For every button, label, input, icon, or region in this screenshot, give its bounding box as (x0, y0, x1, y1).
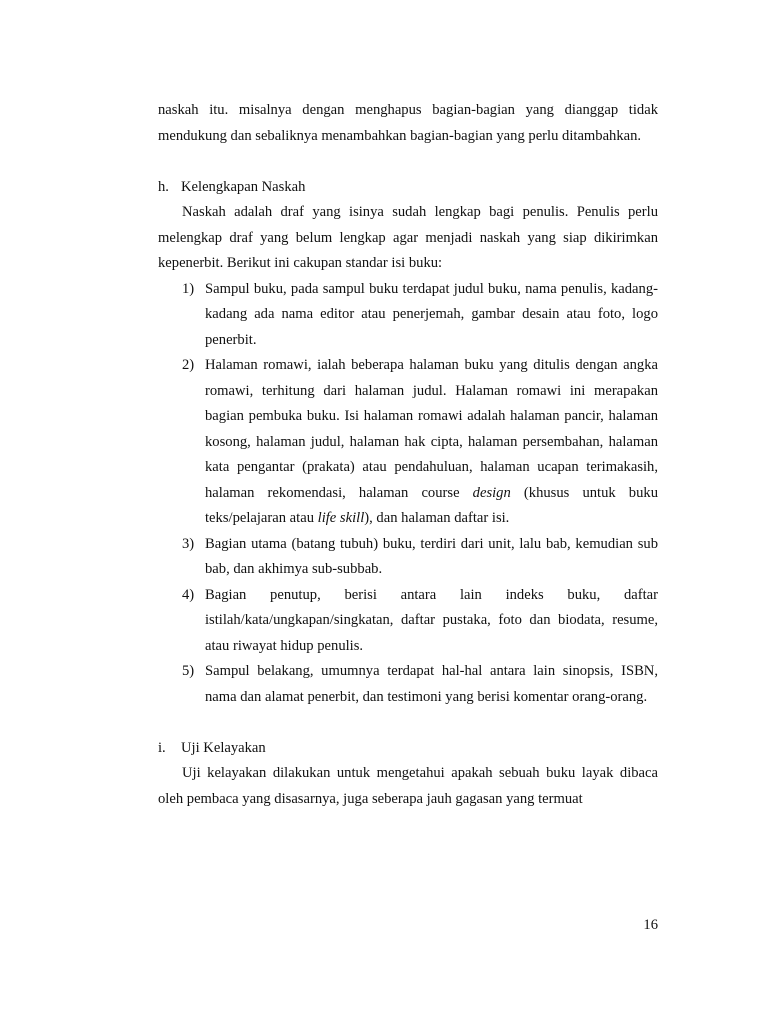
list-item-text: Bagian utama (batang tubuh) buku, terdiri dari unit, lalu bab, kemudian sub bab, dan akhimya sub-subbab. (205, 535, 658, 577)
section-h-title: Kelengkapan Naskah (181, 178, 306, 195)
italic-term: life skill (317, 510, 365, 526)
book-contents-list (158, 277, 658, 711)
list-item-text: Bagian penutup, berisi antara lain indeks buku, daftar istilah/kata/ungkapan/singkatan, daftar pustaka, foto dan biodata, resume, atau riwayat hidup penulis. (205, 586, 658, 654)
section-i-intro: Uji kelayakan dilakukan untuk mengetahui apakah sebuah buku layak dibaca oleh pembaca yang disasarnya, juga seberapa jauh gagasan yang termuat (158, 765, 658, 807)
list-item-text-part: ), dan halaman daftar isi. (364, 510, 510, 526)
list-item-number: 2) (182, 357, 195, 373)
list-item-text: Sampul buku, pada sampul buku terdapat judul buku, nama penulis, kadang-kadang ada nama editor atau penerjemah, gambar desain atau foto, logo penerbit. (205, 280, 658, 348)
section-i-title: Uji Kelayakan (181, 739, 266, 756)
list-item (182, 353, 658, 532)
section-i-heading (158, 736, 658, 762)
list-item (182, 532, 658, 583)
list-item (182, 277, 658, 354)
list-item-text (205, 353, 658, 532)
list-item-text: Sampul belakang, umumnya terdapat hal-hal antara lain sinopsis, ISBN, nama dan alamat penerbit, dan testimoni yang berisi komentar orang-orang. (205, 663, 658, 705)
list-item-number: 4) (182, 586, 195, 603)
list-item-number: 1) (182, 280, 195, 297)
page-number: 16 (643, 917, 658, 933)
list-item-number: 3) (182, 535, 195, 552)
section-h-marker: h. (158, 178, 169, 195)
section-i-marker: i. (158, 739, 166, 756)
spacer (158, 710, 658, 736)
spacer (158, 149, 658, 175)
list-item (182, 659, 658, 710)
section-h-intro: Naskah adalah draf yang isinya sudah lengkap bagi penulis. Penulis perlu melengkap draf yang belum lengkap agar menjadi naskah yang siap dikirimkan kepenerbit. Berikut ini cakupan standar isi buku: (158, 204, 658, 271)
italic-term: design (472, 484, 511, 501)
list-item-number: 5) (182, 663, 195, 679)
list-item (182, 583, 658, 660)
list-item-text-part: Halaman romawi, ialah beberapa halaman buku yang ditulis dengan angka romawi, terhitung dari halaman judul. Halaman romawi ini merapakan bagian pembuka buku. Isi halaman romawi adalah halaman pancir, halaman kosong, halaman judul, halaman hak cipta, halaman persembahan, halaman kata pengantar (prakata) atau pendahuluan, halaman ucapan terimakasih, halaman rekomendasi, halaman course (205, 357, 658, 501)
continuation-paragraph: naskah itu. misalnya dengan menghapus bagian-bagian yang dianggap tidak mendukung dan sebaliknya menambahkan bagian-bagian yang perlu ditambahkan. (158, 102, 658, 144)
list-item-text-part: (khusus untuk buku teks/pelajaran atau (205, 484, 658, 526)
page-body (158, 98, 658, 812)
section-h-heading (158, 175, 658, 201)
